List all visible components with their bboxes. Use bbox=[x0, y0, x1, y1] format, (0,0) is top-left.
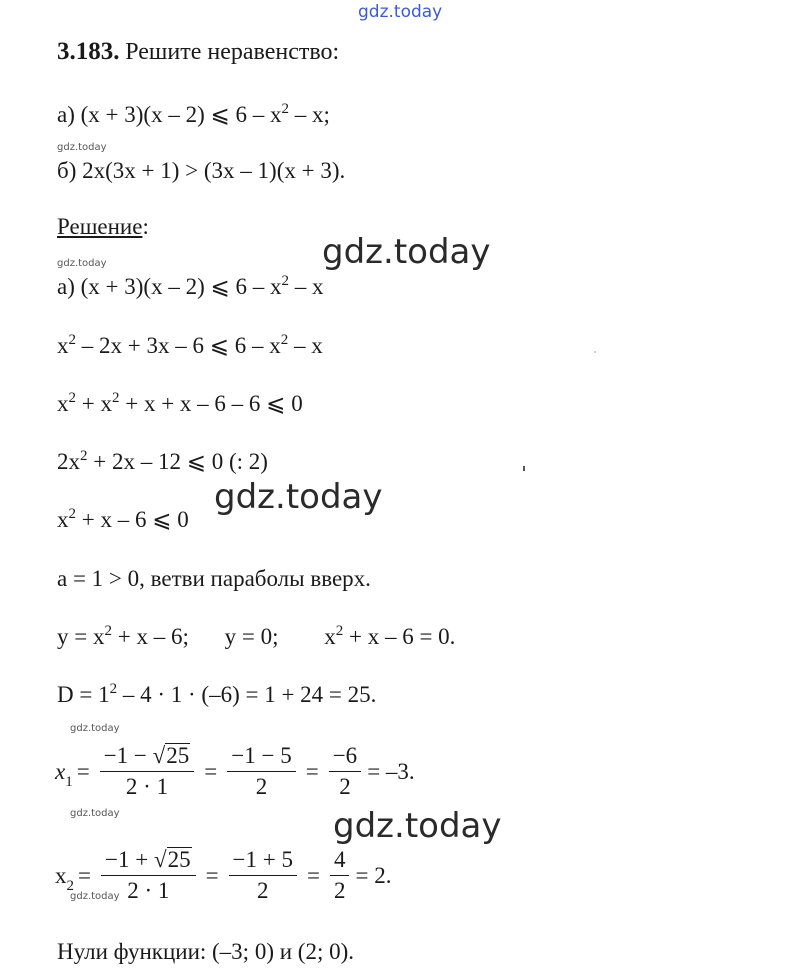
part-a-label: а) bbox=[57, 102, 75, 127]
term: + x – 6 ⩽ 0 bbox=[76, 507, 189, 532]
problem-header bbox=[57, 38, 339, 66]
radicand: 25 bbox=[167, 847, 191, 872]
term: – 2x + 3x – 6 ⩽ 6 – x bbox=[76, 333, 281, 358]
numerator: −1 − 5 bbox=[227, 741, 295, 772]
problem-title: Решите неравенство: bbox=[125, 39, 340, 65]
exponent: 2 bbox=[68, 332, 76, 348]
exponent: 2 bbox=[68, 390, 76, 406]
watermark-big: gdz.today bbox=[333, 806, 502, 846]
term: D = 1 bbox=[57, 682, 110, 707]
exponent: 2 bbox=[335, 623, 344, 639]
variable bbox=[55, 862, 74, 894]
term: x bbox=[57, 333, 69, 358]
scan-speck bbox=[594, 351, 596, 353]
part-b-expression: 2x(3x + 1) > (3x – 1)(x + 3). bbox=[82, 158, 346, 183]
fraction bbox=[100, 741, 195, 802]
solution-heading bbox=[57, 213, 149, 241]
denominator: 2 · 1 bbox=[125, 774, 169, 799]
fraction bbox=[229, 845, 297, 906]
problem-number: 3.183. bbox=[57, 38, 120, 65]
exponent: 2 bbox=[280, 332, 289, 348]
term: + x bbox=[76, 391, 112, 416]
solution-line-2 bbox=[57, 332, 323, 360]
term: x bbox=[324, 624, 336, 649]
term: x bbox=[57, 507, 69, 532]
watermark-small: gdz.today bbox=[70, 723, 120, 734]
num-part: −1 + bbox=[104, 847, 154, 872]
scan-speck bbox=[523, 466, 525, 471]
term: y = 0; bbox=[224, 624, 279, 649]
subscript: 1 bbox=[65, 773, 73, 790]
exponent: 2 bbox=[111, 390, 120, 406]
exponent: 2 bbox=[281, 273, 290, 289]
watermark-top: gdz.today bbox=[358, 2, 443, 22]
problem-part-a bbox=[57, 101, 330, 129]
solution-line-6: a = 1 > 0, ветви параболы вверх. bbox=[57, 566, 371, 591]
result: = 2. bbox=[355, 862, 392, 888]
solution-line-4 bbox=[57, 448, 268, 476]
equals: = bbox=[205, 862, 219, 888]
watermark-small: gdz.today bbox=[57, 258, 107, 269]
fraction bbox=[227, 741, 295, 802]
solution-line-5 bbox=[57, 506, 189, 534]
numerator: 4 bbox=[330, 845, 350, 876]
part-a-tail: – x; bbox=[289, 102, 330, 127]
exponent: 2 bbox=[281, 101, 290, 117]
term: 2x bbox=[57, 449, 80, 474]
problem-part-b bbox=[57, 157, 345, 185]
solution-line-1 bbox=[57, 273, 324, 301]
exponent: 2 bbox=[68, 506, 76, 522]
fraction bbox=[330, 845, 350, 906]
result: = –3. bbox=[367, 758, 415, 784]
term: x bbox=[57, 391, 69, 416]
line-1-label: а) bbox=[57, 274, 75, 299]
term: + x – 6 = 0. bbox=[343, 624, 456, 649]
numerator: −1 + 5 bbox=[229, 845, 297, 876]
watermark-small: gdz.today bbox=[70, 808, 120, 819]
equals: = bbox=[76, 758, 90, 784]
equals: = bbox=[204, 758, 218, 784]
watermark-small: gdz.today bbox=[70, 891, 120, 902]
watermark-big: gdz.today bbox=[214, 477, 383, 517]
denominator: 2 bbox=[333, 878, 346, 903]
root-var: x bbox=[55, 862, 67, 888]
watermark-small: gdz.today bbox=[57, 142, 107, 153]
num-part: −1 − bbox=[103, 743, 153, 768]
radicand: 25 bbox=[166, 743, 190, 768]
solution-line-3 bbox=[57, 390, 303, 418]
line-1-expression: (x + 3)(x – 2) ⩽ 6 – x bbox=[80, 274, 282, 299]
function-zeros: Нули функции: (–3; 0) и (2; 0). bbox=[57, 939, 354, 964]
exponent: 2 bbox=[80, 448, 88, 464]
term: + x + x – 6 – 6 ⩽ 0 bbox=[119, 391, 303, 416]
exponent: 2 bbox=[104, 623, 112, 639]
part-a-expression: (x + 3)(x – 2) ⩽ 6 – x bbox=[80, 102, 282, 127]
term: + 2x – 12 ⩽ 0 (: 2) bbox=[87, 449, 268, 474]
fraction bbox=[329, 741, 361, 802]
numerator: −6 bbox=[329, 741, 361, 772]
denominator: 2 · 1 bbox=[127, 878, 170, 903]
denominator: 2 bbox=[339, 774, 351, 799]
term: + x – 6; bbox=[111, 624, 189, 649]
equals: = bbox=[78, 862, 91, 888]
denominator: 2 bbox=[255, 774, 268, 799]
numerator: −1 − √25 bbox=[100, 741, 195, 772]
term: – 4 · 1 · (–6) = 1 + 24 = 25. bbox=[117, 682, 377, 707]
solution-line-8 bbox=[57, 681, 376, 709]
watermark-big: gdz.today bbox=[322, 232, 491, 272]
root-var: x bbox=[55, 758, 66, 784]
solution-line-7 bbox=[57, 623, 455, 651]
line-1-tail: – x bbox=[289, 274, 324, 299]
term: – x bbox=[288, 333, 323, 358]
numerator: −1 + √25 bbox=[101, 845, 196, 876]
equals: = bbox=[307, 862, 320, 888]
solution-heading-text: Решение bbox=[57, 214, 143, 239]
denominator: 2 bbox=[257, 878, 269, 903]
exponent: 2 bbox=[109, 681, 118, 697]
term: y = x bbox=[57, 624, 105, 649]
part-b-label: б) bbox=[57, 158, 77, 183]
equals: = bbox=[305, 758, 319, 784]
solution-heading-colon: : bbox=[142, 214, 149, 239]
variable bbox=[55, 758, 73, 790]
subscript: 2 bbox=[66, 877, 74, 894]
root-x1-equation bbox=[55, 741, 415, 802]
